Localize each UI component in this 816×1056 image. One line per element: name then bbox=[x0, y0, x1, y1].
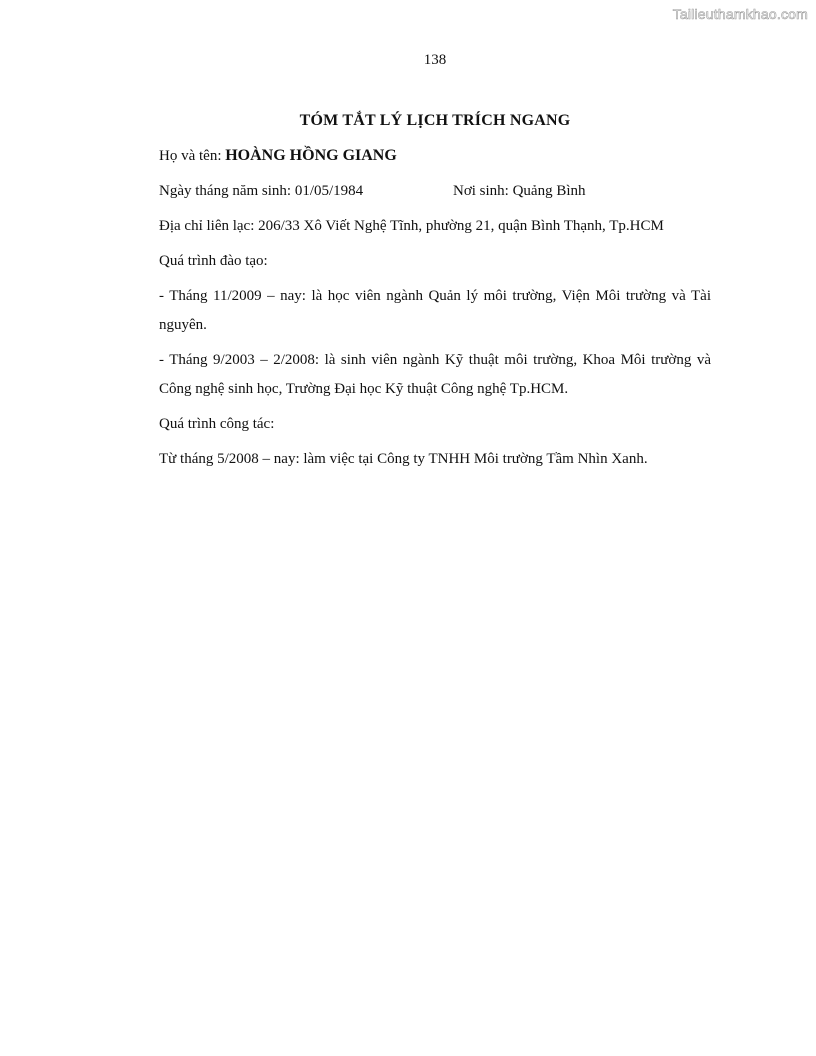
education-heading: Quá trình đào tạo: bbox=[159, 253, 268, 269]
address-line: Địa chỉ liên lạc: 206/33 Xô Viết Nghệ Tĩnh, phường 21, quận Bình Thạnh, Tp.HCM bbox=[159, 218, 664, 234]
birth-line bbox=[159, 177, 711, 206]
name-line bbox=[159, 141, 711, 171]
work-heading: Quá trình công tác: bbox=[159, 416, 275, 432]
name-label: Họ và tên: bbox=[159, 148, 226, 164]
birth-date: Ngày tháng năm sinh: 01/05/1984 bbox=[159, 183, 364, 199]
education-item: - Tháng 11/2009 – nay: là học viên ngành Quản lý môi trường, Viện Môi trường và Tài nguyên. bbox=[159, 288, 711, 333]
document-body bbox=[159, 106, 711, 480]
education-item: - Tháng 9/2003 – 2/2008: là sinh viên ngành Kỹ thuật môi trường, Khoa Môi trường và Công nghệ sinh học, Trường Đại học Kỹ thuật Công nghệ Tp.HCM. bbox=[159, 352, 711, 397]
work-item: Từ tháng 5/2008 – nay: làm việc tại Công ty TNHH Môi trường Tầm Nhìn Xanh. bbox=[159, 451, 648, 467]
page-number: 138 bbox=[423, 52, 447, 68]
birth-place: Nơi sinh: Quảng Bình bbox=[453, 183, 586, 199]
document-title: TÓM TẮT LÝ LỊCH TRÍCH NGANG bbox=[299, 112, 571, 129]
name-value: HOÀNG HỒNG GIANG bbox=[225, 147, 397, 164]
watermark: Tailieuthamkhao.com bbox=[672, 6, 808, 22]
